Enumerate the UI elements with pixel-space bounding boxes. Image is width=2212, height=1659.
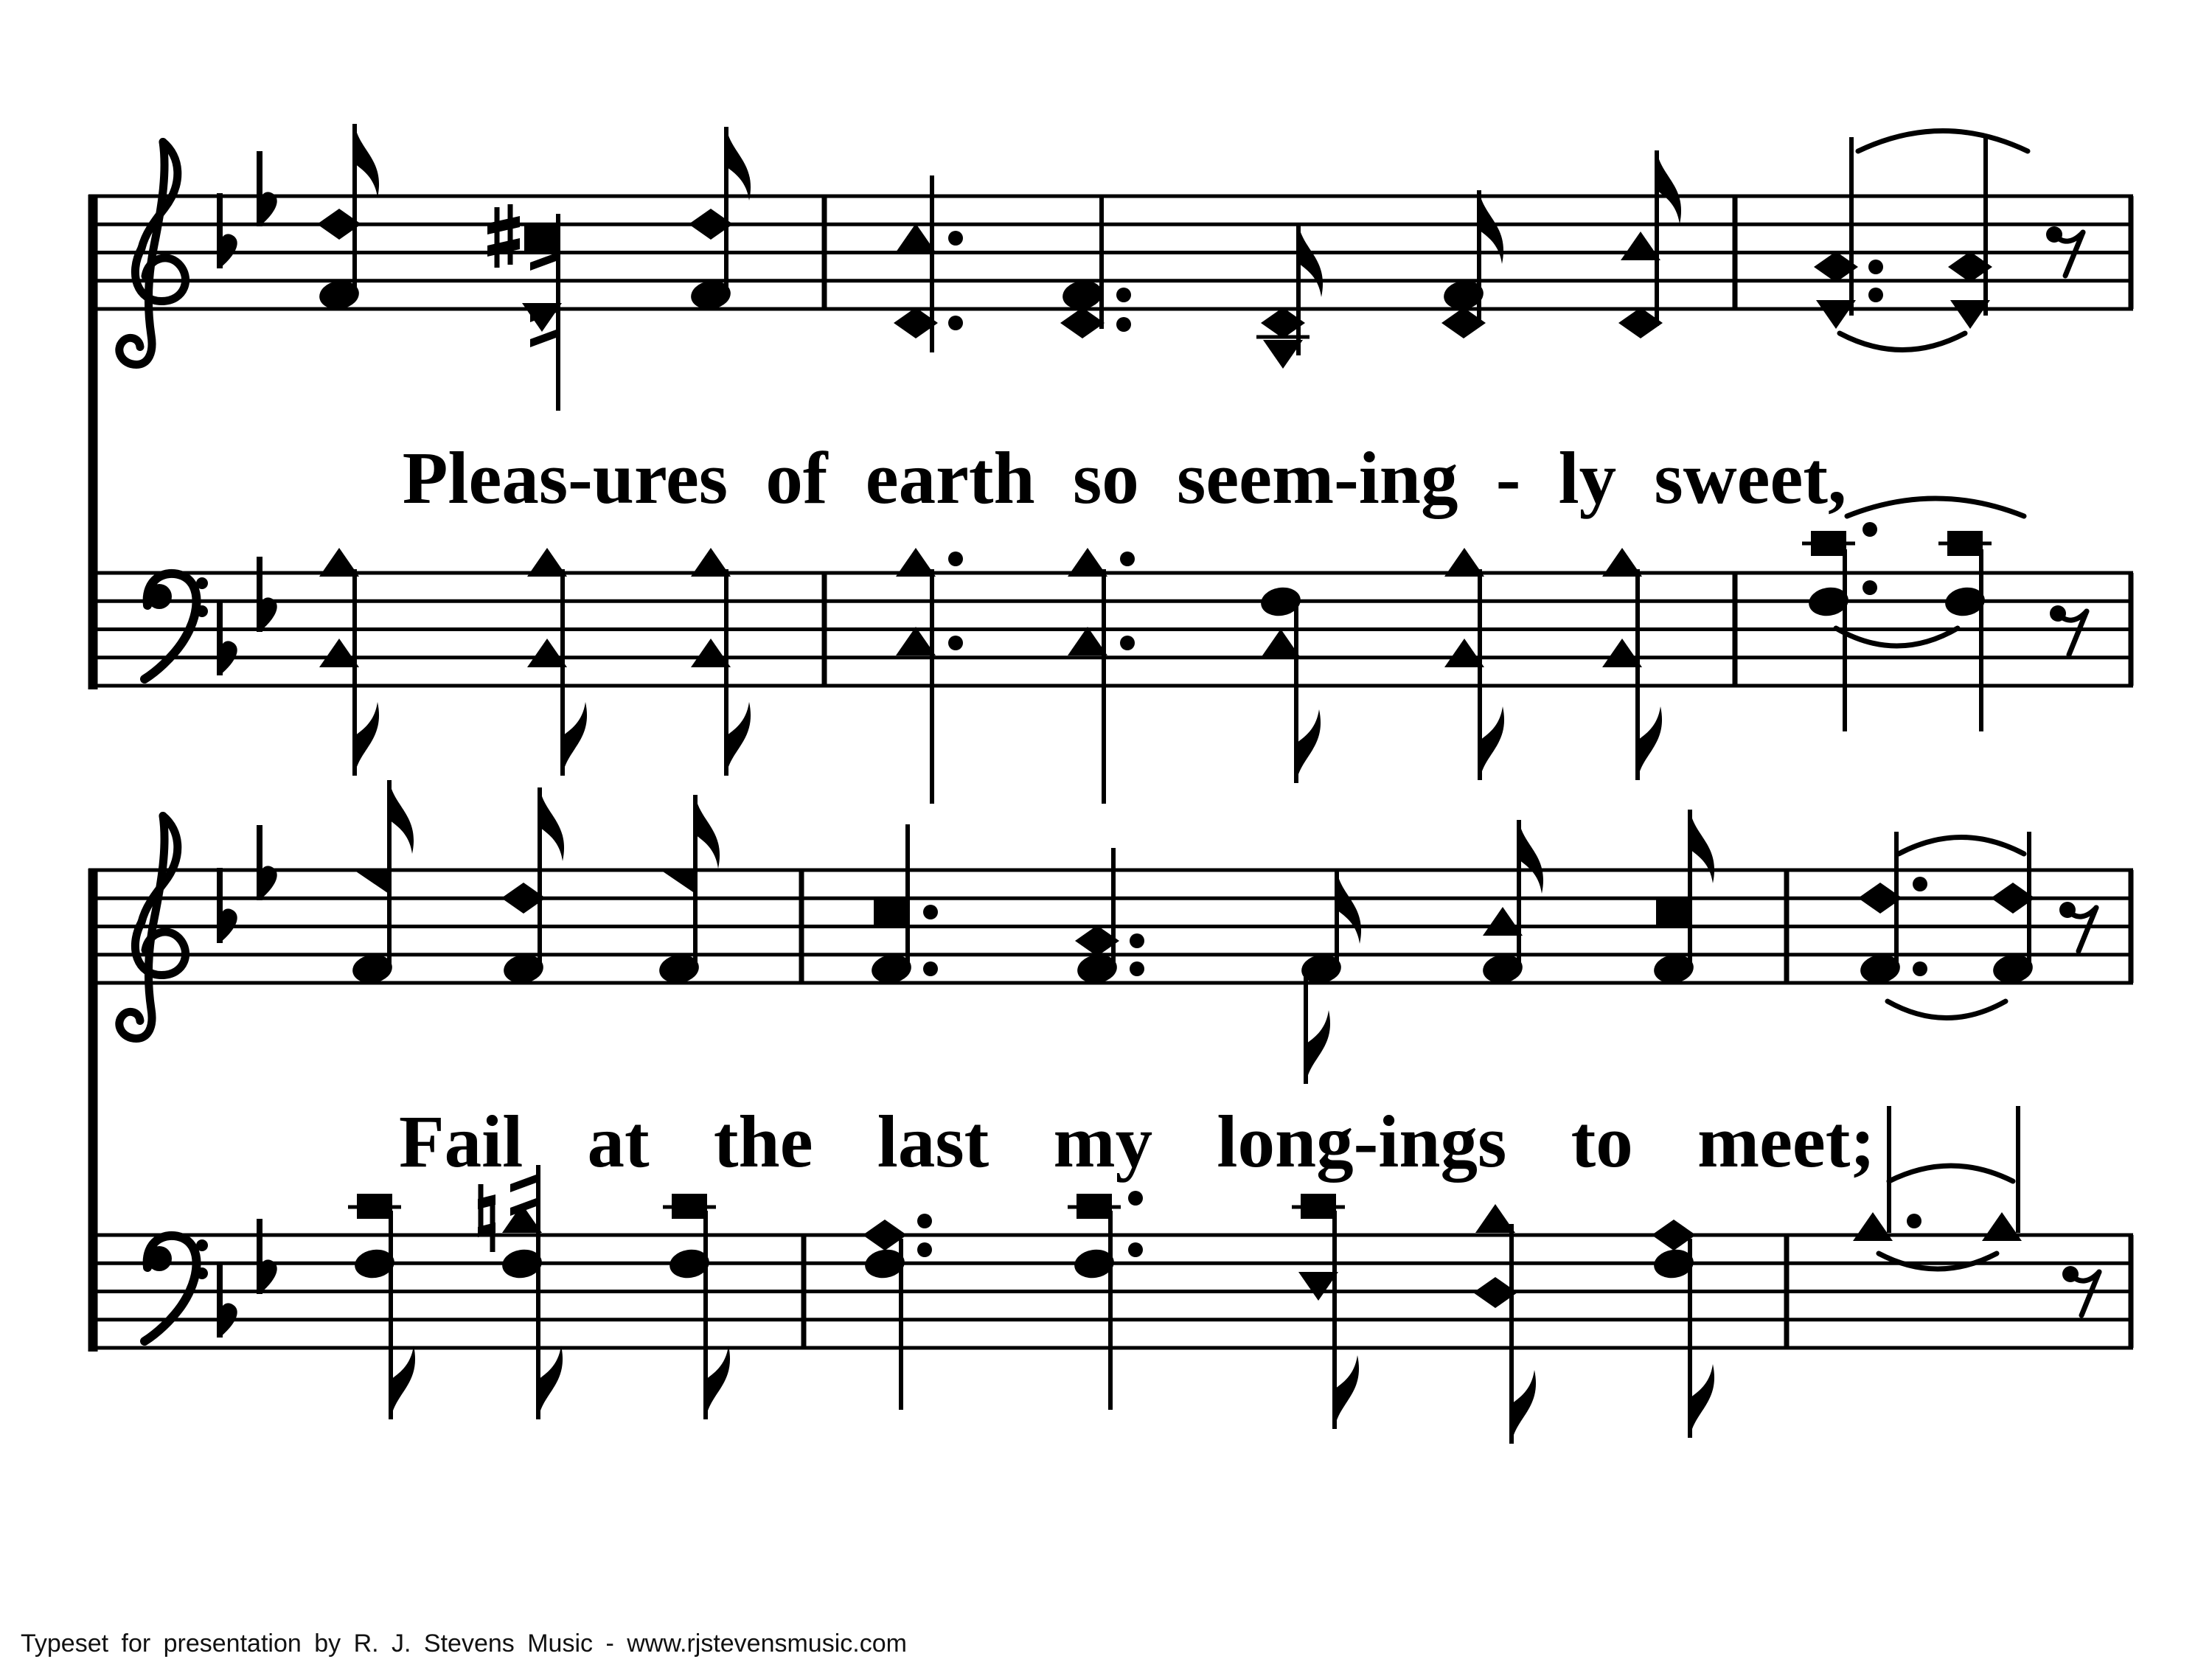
notehead-triangle-up [1483, 907, 1523, 936]
augmentation-dot [1116, 317, 1131, 332]
notehead-triangle-up [896, 548, 936, 577]
flag-icon [1512, 1370, 1536, 1444]
lyric-line-2: Fail at the last my long-ings to meet; [398, 1100, 1876, 1183]
flag-icon [563, 702, 587, 776]
key-flat [220, 600, 237, 675]
flag-icon [389, 780, 414, 854]
natural-accidental [478, 1184, 495, 1252]
tie-arc [1847, 498, 2024, 516]
note-event [1991, 832, 2035, 986]
notehead-square [1656, 900, 1691, 925]
notehead-fa-triangle [354, 870, 391, 895]
notehead-triangle-up [1475, 1204, 1515, 1233]
notation [88, 124, 2133, 1444]
notehead-square [1301, 1194, 1336, 1219]
note-event [1441, 190, 1503, 338]
augmentation-dot [948, 636, 963, 650]
flag-icon [1690, 810, 1714, 883]
notehead-fa-triangle [661, 870, 698, 895]
key-flat [260, 1219, 277, 1294]
note-event [1060, 196, 1131, 338]
flag-icon [355, 124, 379, 198]
notehead-triangle-up [1621, 232, 1660, 260]
augmentation-dot [1868, 260, 1883, 274]
augmentation-dot [923, 905, 938, 919]
bass-clef [145, 574, 208, 679]
notehead-square [357, 1194, 392, 1219]
note-event [1444, 548, 1504, 780]
note-event [663, 1194, 730, 1419]
key-flat [220, 868, 237, 943]
flag-icon [1638, 706, 1662, 780]
note-event [319, 548, 379, 776]
augmentation-dot [1863, 580, 1877, 595]
flag-icon [1306, 1010, 1330, 1084]
notehead-diamond [1060, 307, 1105, 338]
note-event [869, 824, 938, 986]
augmentation-dot [1907, 1214, 1921, 1228]
note-event [691, 548, 751, 776]
note-event [1299, 870, 1361, 1084]
augmentation-dot [1120, 636, 1135, 650]
augmentation-dot [1128, 1242, 1143, 1257]
flag-icon [355, 702, 379, 776]
staff-treble-2 [88, 780, 2133, 1084]
note-event [348, 1194, 415, 1419]
tie-arc [1840, 333, 1965, 350]
bass-clef [145, 1236, 208, 1341]
staff-treble-1 [88, 124, 2133, 411]
notehead-oval [1060, 278, 1104, 312]
flag-icon [538, 1346, 563, 1419]
note-event [863, 1214, 932, 1410]
note-event [896, 548, 963, 804]
augmentation-dot [917, 1242, 932, 1257]
flag-icon [391, 1346, 415, 1419]
flag-icon [1690, 1364, 1714, 1438]
notehead-square [1077, 1194, 1112, 1219]
staff-bass-1 [88, 498, 2133, 804]
flag-icon [1480, 706, 1504, 780]
note-event [1068, 548, 1135, 804]
notehead-triangle-up [896, 223, 936, 252]
note-event [1802, 522, 1877, 731]
note-event [1602, 548, 1662, 780]
note-event [1256, 223, 1323, 369]
note-event [317, 124, 379, 312]
augmentation-dot [1868, 288, 1883, 302]
note-event [527, 548, 587, 776]
augmentation-dot [1128, 1191, 1143, 1206]
flag-icon [1298, 223, 1323, 297]
beamlet [530, 252, 558, 271]
augmentation-dot [948, 316, 963, 330]
augmentation-dot [948, 231, 963, 246]
augmentation-dot [948, 552, 963, 566]
augmentation-dot [1130, 933, 1144, 948]
notehead-triangle-down [1298, 1272, 1338, 1301]
note-event [894, 175, 963, 352]
note-event [1652, 1220, 1714, 1438]
notehead-triangle-up [1853, 1212, 1893, 1241]
beamlet [530, 329, 558, 347]
footer-credit: Typeset for presentation by R. J. Stevens Music - www.rjstevensmusic.com [21, 1630, 907, 1658]
tie-arc [1879, 1253, 1997, 1269]
note-event [657, 795, 720, 986]
flag-icon [1296, 709, 1321, 783]
key-flat [220, 1262, 237, 1338]
augmentation-dot [1913, 877, 1927, 891]
augmentation-dot [923, 961, 938, 976]
key-flat [260, 557, 277, 632]
note-event [1858, 832, 1927, 986]
flag-icon [540, 787, 564, 861]
sharp-accidental [487, 204, 520, 268]
key-flat [260, 151, 277, 226]
augmentation-dot [917, 1214, 932, 1228]
augmentation-dot [1913, 961, 1927, 976]
tie-arc [1858, 131, 2028, 152]
note-event [1473, 1204, 1536, 1444]
flag-icon [726, 702, 751, 776]
notehead-square [1811, 531, 1846, 556]
note-event [1068, 1191, 1143, 1410]
notehead-triangle-up [1068, 548, 1107, 577]
notehead-triangle-up [1982, 1212, 2022, 1241]
note-event [1948, 137, 1992, 329]
key-flat [220, 193, 237, 268]
tie-arc [1899, 838, 2024, 855]
augmentation-dot [1130, 961, 1144, 976]
notehead-square [672, 1194, 707, 1219]
note-event [1292, 1194, 1359, 1429]
augmentation-dot [1120, 552, 1135, 566]
flag-icon [706, 1346, 730, 1419]
flag-icon [1335, 1355, 1359, 1429]
flag-icon [1519, 820, 1543, 894]
notehead-square [1947, 531, 1983, 556]
lyric-line-1: Pleas-ures of earth so seem-ing - ly sweet, [402, 437, 1847, 519]
flag-icon [695, 795, 720, 869]
augmentation-dot [1863, 522, 1877, 537]
note-event [689, 127, 751, 312]
tie-arc [1888, 1001, 2006, 1018]
flag-icon [726, 127, 751, 201]
note-event [1481, 820, 1543, 986]
flag-icon [1657, 150, 1681, 224]
key-flat [260, 825, 277, 900]
flag-icon [1337, 870, 1361, 944]
notehead-square [874, 900, 909, 925]
note-event [1814, 137, 1883, 329]
augmentation-dot [1116, 288, 1131, 302]
tie-arc [1889, 1166, 2013, 1181]
